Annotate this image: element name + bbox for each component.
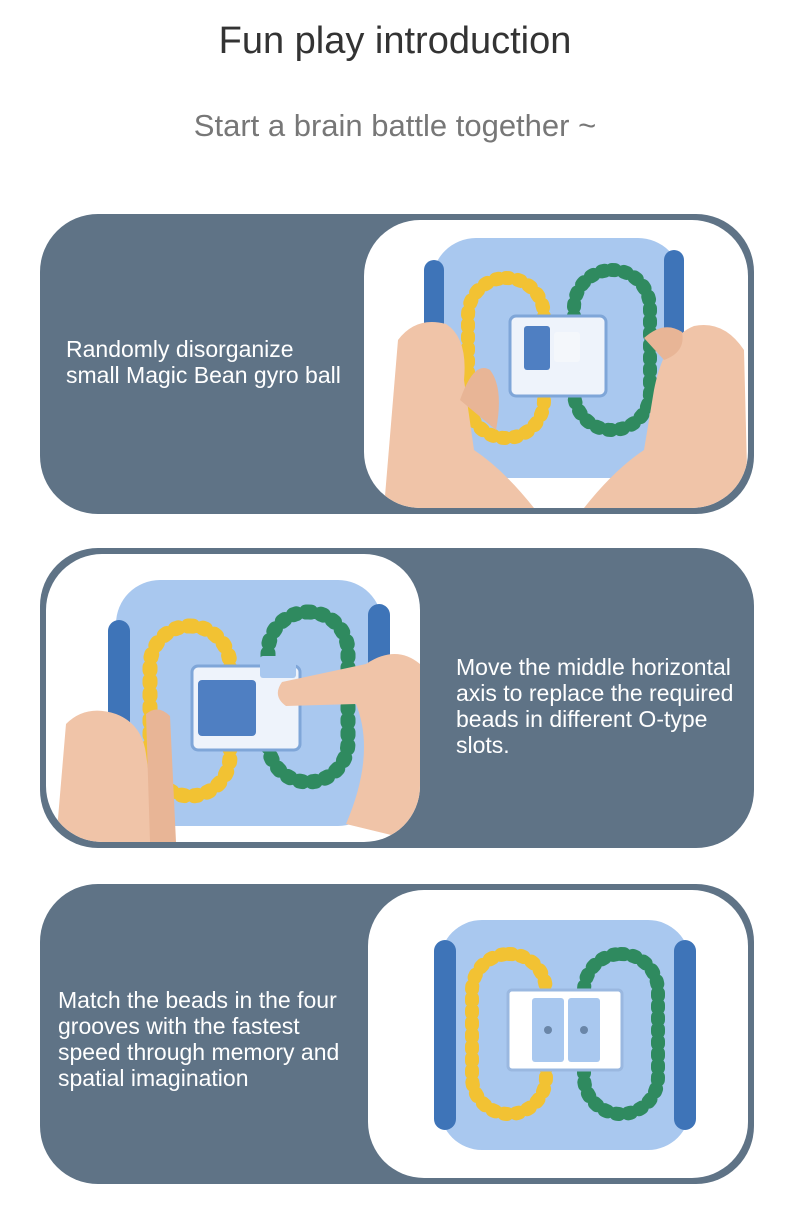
finger-moving-axis-photo bbox=[46, 554, 420, 842]
page-title: Fun play introduction bbox=[218, 20, 572, 62]
feature-text-1: Randomly disorganize small Magic Bean gyro ball bbox=[66, 336, 341, 388]
feature-text-2: Move the middle horizontal axis to replace the required beads in different O-type slots. bbox=[456, 654, 734, 758]
feature-text-3: Match the beads in the four grooves with the fastest speed through memory and spatial imagination bbox=[58, 987, 340, 1091]
feature-card-3 bbox=[40, 884, 754, 1184]
hands-holding-puzzle-photo bbox=[364, 220, 748, 508]
feature-card-1 bbox=[40, 214, 754, 514]
solved-puzzle-photo bbox=[368, 890, 748, 1178]
feature-card-2 bbox=[40, 548, 754, 848]
page-subtitle: Start a brain battle together ~ bbox=[193, 108, 597, 143]
